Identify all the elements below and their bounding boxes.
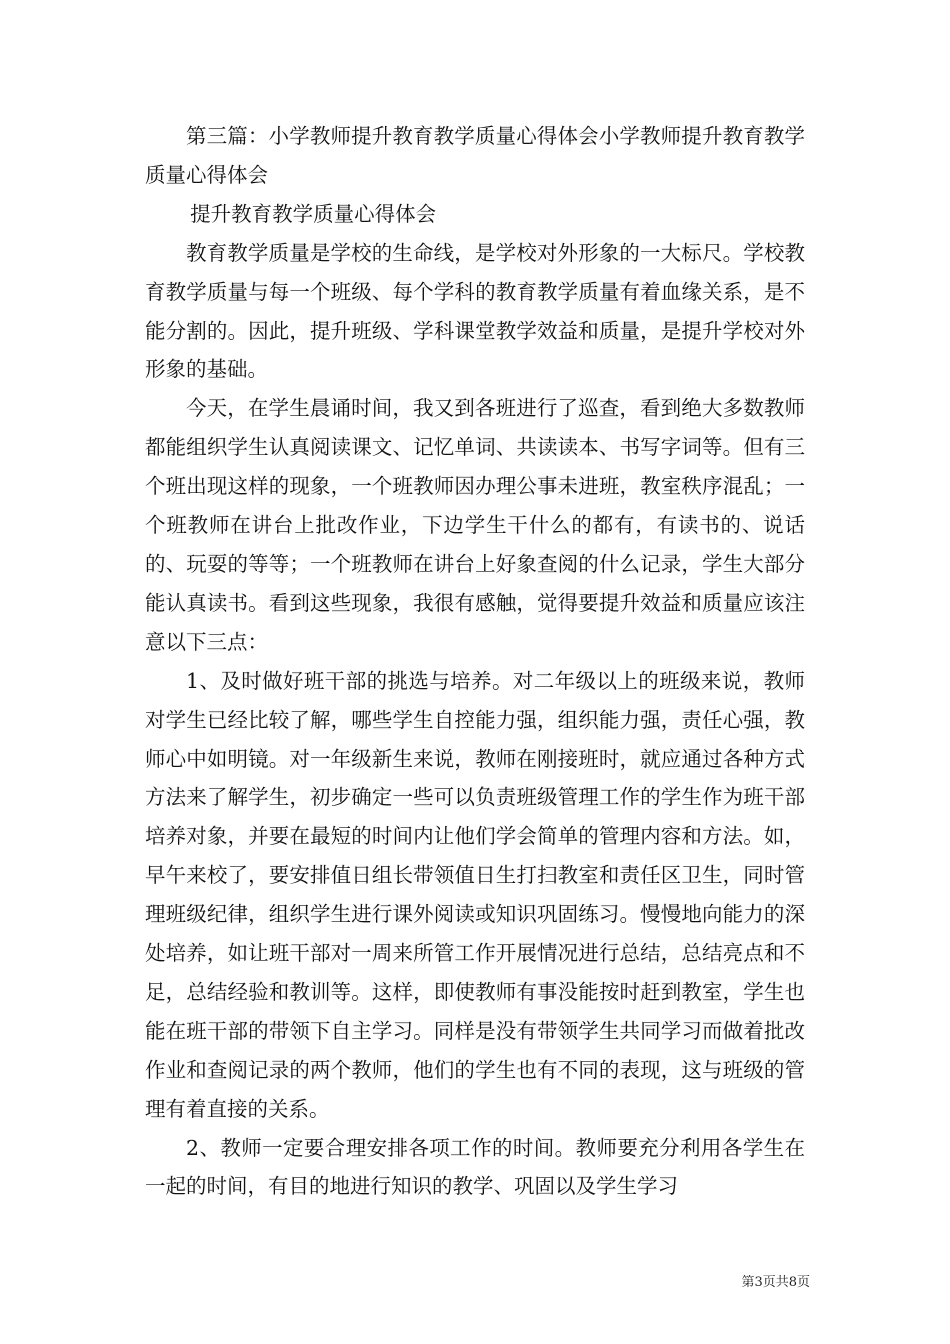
document-body (145, 117, 805, 1206)
document-subtitle: 提升教育教学质量心得体会 (190, 201, 437, 226)
document-heading: 第三篇：小学教师提升教育教学质量心得体会小学教师提升教育教学质量心得体会 (145, 124, 805, 187)
paragraph-point-1: 1、及时做好班干部的挑选与培养。对二年级以上的班级来说，教师对学生已经比较了解，哪些学生自控能力强，组织能力强，责任心强，教师心中如明镜。对一年级新生来说，教师在刚接班时，就应通过各种方式方法来了解学生，初步确定一些可以负责班级管理工作的学生作为班干部培养对象，并要在最短的时间内让他们学会简单的管理内容和方法。如，早午来校了，要安排值日组长带领值日生打扫教室和责任区卫生，同时管理班级纪律，组织学生进行课外阅读或知识巩固练习。慢慢地向能力的深处培养，如让班干部对一周来所管工作开展情况进行总结，总结亮点和不足，总结经验和教训等。这样，即使教师有事没能按时赶到教室，学生也能在班干部的带领下自主学习。同样是没有带领学生共同学习而做着批改作业和查阅记录的两个教师，他们的学生也有不同的表现，这与班级的管理有着直接的关系。 (145, 668, 805, 1121)
paragraph-point-2: 2、教师一定要合理安排各项工作的时间。教师要充分利用各学生在一起的时间，有目的地进行知识的教学、巩固以及学生学习 (145, 1135, 805, 1199)
paragraph-observation: 今天，在学生晨诵时间，我又到各班进行了巡查，看到绝大多数教师都能组织学生认真阅读课文、记忆单词、共读读本、书写字词等。但有三个班出现这样的现象，一个班教师因办理公事未进班，教室秩序混乱；一个班教师在讲台上批改作业，下边学生干什么的都有，有读书的、说话的、玩耍的等等；一个班教师在讲台上好象查阅的什么记录，学生大部分能认真读书。看到这些现象，我很有感触，觉得要提升效益和质量应该注意以下三点： (145, 396, 805, 654)
page-number: 第3页共8页 (741, 1275, 810, 1290)
paragraph-intro: 教育教学质量是学校的生命线，是学校对外形象的一大标尺。学校教育教学质量与每一个班级、每个学科的教育教学质量有着血缘关系，是不能分割的。因此，提升班级、学科课堂教学效益和质量，是提升学校对外形象的基础。 (145, 240, 805, 382)
